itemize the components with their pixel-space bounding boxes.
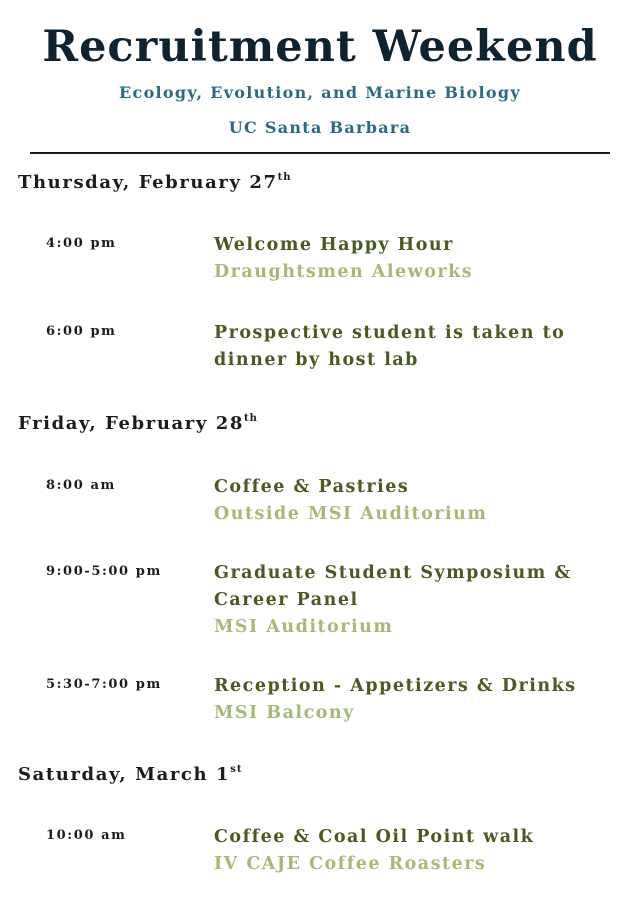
event-location: MSI Auditorium <box>214 617 394 637</box>
event-location: Outside MSI Auditorium <box>214 504 488 524</box>
event-location: MSI Balcony <box>214 703 355 723</box>
event-title: Coffee & Pastries <box>214 477 410 497</box>
header-divider <box>30 152 610 154</box>
page-title: Recruitment Weekend <box>42 22 598 72</box>
day-label: Thursday, February 27 <box>18 172 278 193</box>
event-time: 5:30-7:00 pm <box>46 677 162 692</box>
event-title: Welcome Happy Hour <box>214 235 454 255</box>
day-heading-thursday <box>18 172 292 193</box>
day-suffix: st <box>230 764 243 775</box>
day-heading-saturday <box>18 764 242 785</box>
event-time: 8:00 am <box>46 478 116 493</box>
event-time: 4:00 pm <box>46 236 117 251</box>
day-label: Saturday, March 1 <box>18 764 231 785</box>
event-title: Prospective student is taken to dinner by host lab <box>214 323 566 370</box>
university-name: UC Santa Barbara <box>228 118 412 137</box>
event-time: 6:00 pm <box>46 324 117 339</box>
event-location: IV CAJE Coffee Roasters <box>214 854 487 874</box>
event-title: Reception - Appetizers & Drinks <box>214 676 577 696</box>
day-suffix: th <box>244 413 258 424</box>
event-title: Coffee & Coal Oil Point walk <box>214 827 535 847</box>
day-suffix: th <box>277 172 292 183</box>
day-label: Friday, February 28 <box>18 413 245 434</box>
event-time: 9:00-5:00 pm <box>46 564 162 579</box>
event-title: Graduate Student Symposium & Career Panel <box>214 563 572 610</box>
department-subtitle: Ecology, Evolution, and Marine Biology <box>119 83 521 102</box>
day-heading-friday <box>18 413 258 434</box>
event-time: 10:00 am <box>46 828 127 843</box>
event-location: Draughtsmen Aleworks <box>214 262 474 282</box>
